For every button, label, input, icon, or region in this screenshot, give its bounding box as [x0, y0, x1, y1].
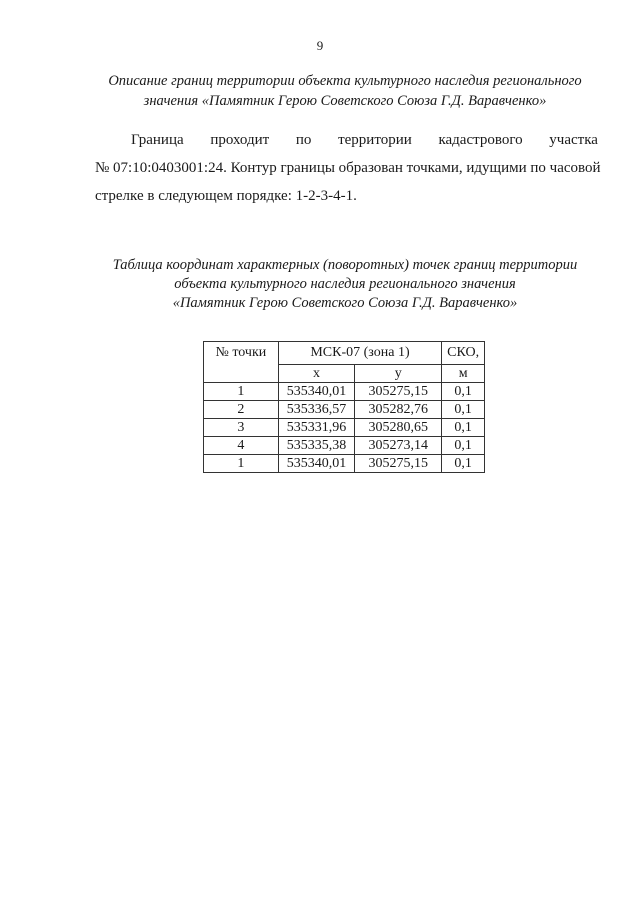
header-sko: СКО, — [442, 342, 485, 365]
coordinates-table-heading — [95, 256, 595, 313]
sko-cell: 0,1 — [442, 455, 485, 473]
header-x: x — [278, 365, 354, 383]
point-cell: 3 — [204, 419, 279, 437]
table-row — [204, 437, 485, 455]
paragraph-first-line — [95, 126, 598, 154]
heading-line: значения «Памятник Герою Советского Союза Г.Д. Варавченко» — [143, 93, 547, 109]
word: по — [295, 132, 312, 148]
point-cell: 4 — [204, 437, 279, 455]
word: территории — [338, 132, 412, 148]
word: Граница — [131, 132, 184, 148]
y-cell: 305282,76 — [355, 401, 442, 419]
header-point-number: № точки — [204, 342, 279, 383]
point-cell: 1 — [204, 383, 279, 401]
heading-line: объекта культурного наследия регионального значения — [174, 276, 516, 292]
sko-cell: 0,1 — [442, 383, 485, 401]
word: кадастрового — [438, 132, 523, 148]
y-cell: 305273,14 — [355, 437, 442, 455]
header-sko-unit: м — [442, 365, 485, 383]
header-y: y — [355, 365, 442, 383]
table-row — [204, 401, 485, 419]
table-row — [204, 455, 485, 473]
heading-line: Описание границ территории объекта культурного наследия регионального — [108, 73, 582, 89]
boundary-description-heading — [80, 71, 610, 111]
heading-line: «Памятник Герою Советского Союза Г.Д. Варавченко» — [172, 295, 518, 311]
boundary-description-paragraph — [95, 126, 601, 210]
x-cell: 535331,96 — [278, 419, 354, 437]
table-row — [204, 419, 485, 437]
word: проходит — [210, 132, 270, 148]
x-cell: 535336,57 — [278, 401, 354, 419]
coordinates-table — [203, 341, 485, 473]
point-cell: 1 — [204, 455, 279, 473]
x-cell: 535340,01 — [278, 455, 354, 473]
paragraph-line: стрелке в следующем порядке: 1-2-3-4-1. — [95, 188, 357, 204]
paragraph-line: № 07:10:0403001:24. Контур границы образован точками, идущими по часовой — [95, 160, 601, 176]
table-row — [204, 383, 485, 401]
heading-line: Таблица координат характерных (поворотных) точек границ территории — [112, 257, 578, 273]
x-cell: 535340,01 — [278, 383, 354, 401]
y-cell: 305275,15 — [355, 455, 442, 473]
header-coordinate-system: МСК-07 (зона 1) — [278, 342, 442, 365]
sko-cell: 0,1 — [442, 437, 485, 455]
page-number: 9 — [316, 38, 324, 53]
point-cell: 2 — [204, 401, 279, 419]
x-cell: 535335,38 — [278, 437, 354, 455]
y-cell: 305280,65 — [355, 419, 442, 437]
word: участка — [549, 132, 598, 148]
sko-cell: 0,1 — [442, 419, 485, 437]
sko-cell: 0,1 — [442, 401, 485, 419]
y-cell: 305275,15 — [355, 383, 442, 401]
